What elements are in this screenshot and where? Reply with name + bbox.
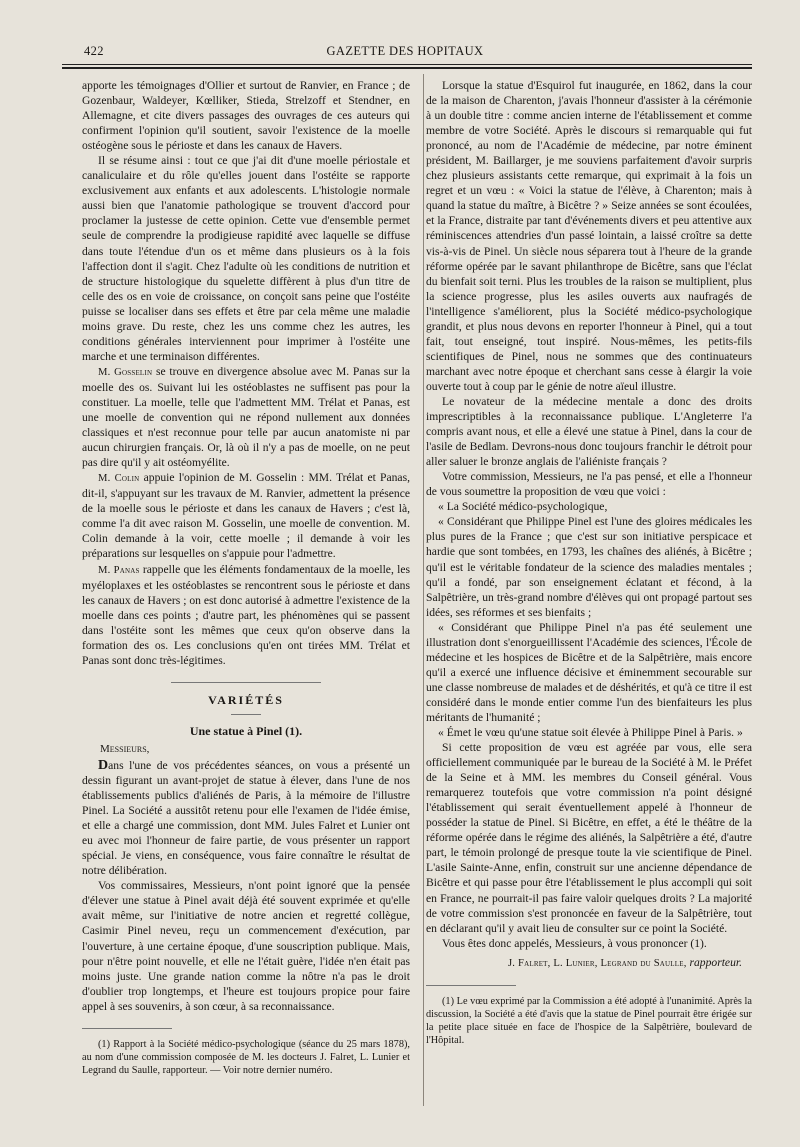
column-divider xyxy=(423,74,424,1106)
quote-paragraph: « Considérant que Philippe Pinel est l'une des gloires médicales les plus pures de la France ; que c'est sur son initiative perspicace et hardie que sont tombées, en 1793, les chaînes des aliénés, à Bicêtre ; qu'il est le véritable fondateur de la science des maladies mentales ; qu'il a fondé, par son enseignement éclatant et fécond, à la Salpêtrière, un très-grand nombre d'élèves qui ont propagé partout ses idées, ses réformes et ses bienfaits ; xyxy=(426,515,752,619)
short-rule xyxy=(231,714,261,715)
paragraph-text: rappelle que les éléments fondamentaux de la moelle, les myéloplaxes et les ostéoblastes se rencontrent sous le périoste et dans les canaux de Havers ; on est donc autorisé à admettre l'existence de la moelle dans ces points ; d'autre part, les phénomènes qui se passent dans l'ostéite sont les mêmes que ceux qu'on observe dans la formation des os. Les conclusions qu'en ont tirées MM. Trélat et Panas sont donc très-légitimes. xyxy=(82,562,410,667)
quote-line: « La Société médico-psychologique, xyxy=(438,500,608,514)
paragraph: Lorsque la statue d'Esquirol fut inaugurée, en 1862, dans la cour de la maison de Charenton, j'avais l'honneur d'assister à la cérémonie à un double titre : comme ancien interne de l'établissement et comme membre de votre Société. Après le discours si remarquable qui fut prononcé, au nom de l'Académie de médecine, par notre éminent président, M. Baillarger, je me souviens parfaitement d'avoir surpris chez plusieurs assistants cette remarque, qui exprimait à la fois un regret et un vœu : « Voici la statue de l'élève, à Charenton; mais à quand la statue du maître, à Bicêtre ? » Seize années se sont écoulées, et la France, distraite par tant d'événements divers et peu attentive aux réminiscences attendries d'un passé lointain, a laissé croître sa dette vis-à-vis de Pinel. Un siècle nous séparera tout à l'heure de la grande réforme opérée par le savant philanthrope de Bicêtre, sans que l'éclat du bienfait soit terni. Plus les troubles de la raison se multiplient, plus la science progresse, plus les asiles ouverts aux naufragés de l'intelligence s'améliorent, plus la Société médico-psychologique grandit, et plus nous devons en reporter l'honneur à Pinel, qui a tout fait, tout enseigné, tout inspiré. Nous-mêmes, les petits-fils scientifiques de Pinel, nous ne sommes que des continuateurs marchant avec notre époque et cherchant sans cesse à élargir la voie ouverte tout à coup par le génie de notre aïeul illustre. xyxy=(426,79,752,393)
quote-paragraph: « Émet le vœu qu'une statue soit élevée à Philippe Pinel à Paris. » xyxy=(438,726,743,740)
signature xyxy=(426,955,752,971)
paragraph-text: appuie l'opinion de M. Gosselin : MM. Trélat et Panas, dit-il, s'appuyant sur les travaux de M. Ranvier, admettent la présence de la moelle sous le périoste et dans les canaux de Havers ; c'est là, comme l'a dit avec raison M. Gosselin, une moelle de convention. M. Colin demande à la voir, cette moelle ; il demande à voir les préparations sur lesquelles on s'appuie pour l'admettre. xyxy=(82,471,410,561)
signature-names: J. Falret, L. Lunier, Legrand du Saulle, xyxy=(507,957,687,969)
paragraph: Vos commissaires, Messieurs, n'ont point ignoré que la pensée d'élever une statue à Pinel avait déjà été souvent exprimée et qu'elle avait même, sur l'initiative de notre ancien et regretté collègue, Casimir Pinel neveu, reçu un commencement d'exécution, par l'ouverture, à une certaine époque, d'une souscription publique. Mais, pour n'être point nouvelle, et elle ne l'était guère, l'idée n'en était pas moins juste. Une grande nation comme la nôtre n'a pas le droit d'oublier trop longtemps, et l'heure est toujours propice pour faire appel à ses souvenirs, à son cœur, à sa reconnaissance. xyxy=(82,879,410,1013)
right-column xyxy=(426,78,752,1047)
footnote: (1) Le vœu exprimé par la Commission a été adopté à l'unanimité. Après la discussion, la Société a été d'avis que la statue de Pinel pourrait être érigée sur la petite place située en face de l'hospice de la Salpêtrière, boulevard de l'Hôpital. xyxy=(426,995,752,1046)
paragraph: Le novateur de la médecine mentale a donc des droits imprescriptibles à la reconnaissance publique. L'Angleterre l'a compris avant nous, et elle a élevé une statue à Pinel, dans la cour de l'asile de Bedlam. Devrons-nous donc toujours franchir le détroit pour aller saluer le bronze anglais de l'aliéniste français ? xyxy=(426,394,752,469)
paragraph xyxy=(82,562,410,668)
page-header xyxy=(60,44,750,62)
signature-role: rapporteur. xyxy=(689,955,742,969)
article-title: Une statue à Pinel (1). xyxy=(189,723,303,738)
quote-paragraph: « Considérant que Philippe Pinel n'a pas été seulement une illustration dont s'enorgueillissent l'Académie des sciences, l'École de médecine et les hospices de Bicêtre et de la Salpêtrière, mais encore qu'il a exercé une influence décisive et éminemment secourable sur une classe nombreuse de malades et de déshérités, et qu'à ce titre il est considéré dans le monde entier comme l'un des bienfaiteurs les plus méritants de l'humanité ; xyxy=(426,620,752,724)
drop-cap: D xyxy=(98,757,109,773)
speaker-name: M. Panas xyxy=(98,564,140,576)
resolution-quote xyxy=(426,499,752,740)
footnote: (1) Rapport à la Société médico-psychologique (séance du 25 mars 1878), au nom d'une commission composée de M. les docteurs J. Falret, L. Lunier et Legrand du Saulle, rapporteur. — Voir notre dernier numéro. xyxy=(82,1038,410,1076)
paragraph xyxy=(82,470,410,561)
paragraph: Si cette proposition de vœu est agréée par vous, elle sera officiellement communiquée par le bureau de la Société à M. le Préfet de la Seine et à MM. les membres du Conseil général. Vous remarquerez toutefois que votre commission n'a point désigné l'établissement qui serait éventuellement appelé à l'honneur de posséder la statue de Pinel. Si Bicêtre, en effet, a été le théâtre de la réforme opérée dans le régime des aliénés, la Salpêtrière a été, d'autre part, le témoin prolongé de presque toute la vie scientifique de Pinel. L'asile Sainte-Anne, enfin, construit sur une ancienne dépendance de Bicêtre et qui passe pour être l'établissement le plus accompli qui soit en France, ne pourrait-il pas faire valoir quelques droits ? La majorité de votre commission s'est prononcée en faveur de la Salpêtrière, tout en déclarant qu'il y avait lieu de consulter sur ce point la Société. xyxy=(426,741,752,935)
header-rule-thick xyxy=(62,67,752,69)
journal-title: GAZETTE DES HOPITAUX xyxy=(326,44,484,58)
speaker-name: M. Gosselin xyxy=(98,366,153,378)
paragraph-text: se trouve en divergence absolue avec M. Panas sur la moelle des os. Suivant lui les ostéoblastes ne suffisent pas pour la constituer. La moelle, telle que l'admettent MM. Trélat et Panas, est une moelle de convention qui ne répond nullement aux données classiques et n'est reconnue pour telle par aucun anatomiste ni par aucun chirurgien français. Or, là où il n'y a pas de moelle, on ne peut pas dire qu'il y ait ostéomyélite. xyxy=(82,364,410,470)
paragraph: apporte les témoignages d'Ollier et surtout de Ranvier, en France ; de Gozenbaur, Waldeyer, Kœlliker, Stieda, Strelzoff et Stendner, en Allemagne, et cite divers passages des ouvrages de ces auteurs qui confirment l'opinion qu'il soutient, savoir l'existence de la moelle ostéogène sous le périoste et dans les canaux de Havers. xyxy=(82,79,410,153)
paragraph xyxy=(82,758,410,878)
footnote-rule xyxy=(426,985,516,986)
paragraph-text: ans l'une de vos précédentes séances, on vous a présenté un dessin figurant un avant-projet de statue à élever, dans l'une de nos établissements publics d'aliénés de Paris, à la mémoire de l'illustre Pinel. La Société a aussitôt retenu pour elle l'examen de l'idée émise, et elle a chargé une commission, dont MM. Jules Falret et Lunier ont eu avec moi l'honneur de faire partie, de vous présenter un rapport spécial. Je viens, en conséquence, vous faire connaître le résultat de notre délibération. xyxy=(82,758,410,878)
left-column xyxy=(82,78,410,1077)
header-rule-thin xyxy=(62,64,752,65)
paragraph: Votre commission, Messieurs, ne l'a pas pensé, et elle a l'honneur de vous soumettre la proposition de vœu que voici : xyxy=(426,470,752,499)
speaker-name: M. Colin xyxy=(98,473,140,485)
section-title: VARIÉTÉS xyxy=(208,692,284,707)
ornamental-divider xyxy=(82,675,410,685)
paragraph xyxy=(82,364,410,470)
salutation: Messieurs, xyxy=(100,742,150,755)
paragraph: Vous êtes donc appelés, Messieurs, à vous prononcer (1). xyxy=(442,936,707,950)
page-number: 422 xyxy=(84,44,104,58)
footnote-rule xyxy=(82,1028,172,1029)
paragraph: Il se résume ainsi : tout ce que j'ai dit d'une moelle périostale et canaliculaire et du rôle qu'elles jouent dans l'ostéite se rapporte exclusivement aux enfants et aux adolescents. L'histologie normale aussi bien que l'anatomie pathologique se trouvent d'accord pour proclamer la justesse de cette opinion. Cette vue d'ensemble permet seule de comprendre la prodigieuse rapidité avec laquelle se diffuse dans toute l'étendue d'un os et même dans plusieurs os à la fois l'affection dont il s'agit. Chez l'adulte où les conditions de nutrition et de structure histologique du squelette diffèrent à plus d'un titre de celle des os en voie de croissance, on conçoit sans peine que l'ostéite puisse se localiser dans ses effets et être par cela même une maladie moins grave. Du reste, chez les uns comme chez les autres, les conditions générales interviennent pour imprimer à l'ostéite une marche et une terminaison différentes. xyxy=(82,154,410,363)
